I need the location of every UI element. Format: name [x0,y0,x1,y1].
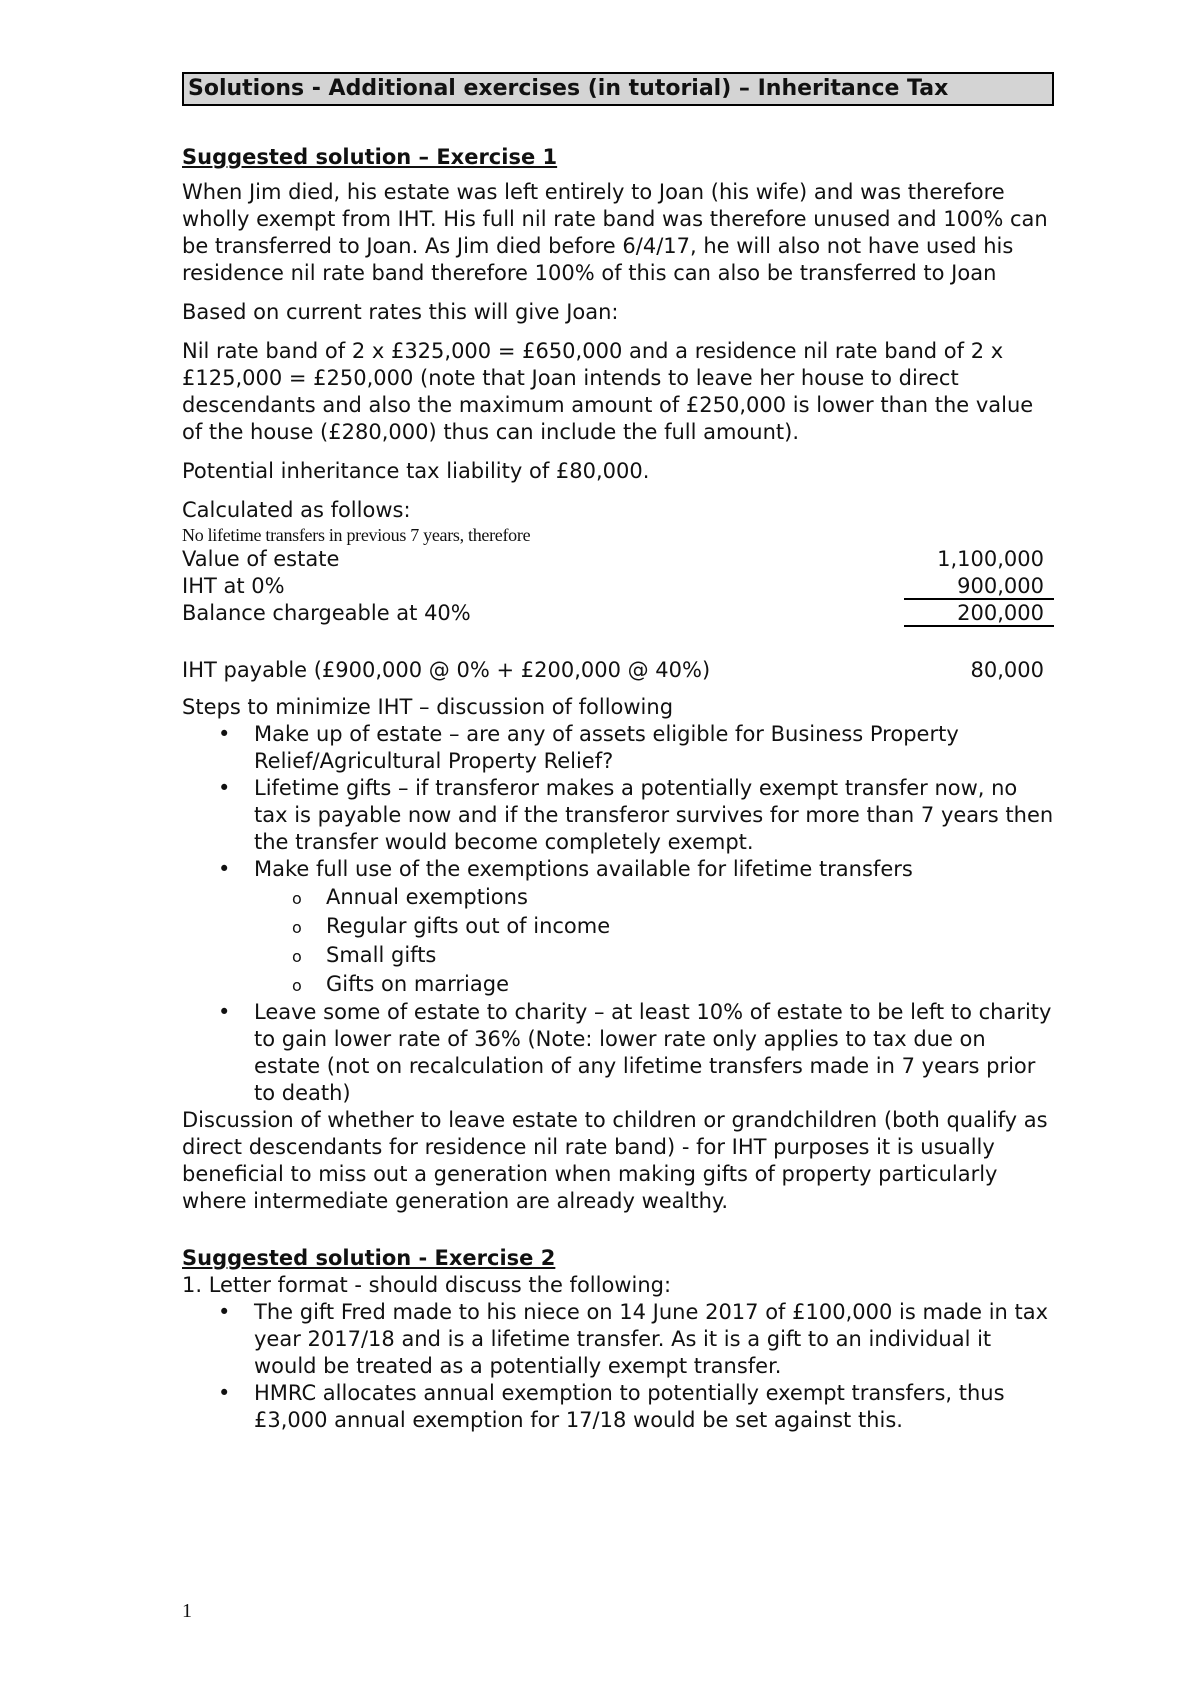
calc-row-iht-payable [182,657,1054,684]
calc-row-iht-at-0 [182,573,1054,600]
calc-label: IHT at 0% [182,574,285,598]
steps-intro: Steps to minimize IHT – discussion of following [182,695,674,719]
list-item: • The gift Fred made to his niece on 14 June 2017 of £100,000 is made in tax year 2017/18 and is a lifetime transfer. As it is a gift to an individual it would be treated as a potentially exempt transfer. [254,1299,1054,1380]
list-item: • Lifetime gifts – if transferor makes a potentially exempt transfer now, no tax is payable now and if the transferor survives for more than 7 years then the transfer would become completely exempt. [254,775,1054,856]
calc-row-balance-chargeable [182,600,1054,627]
calculation-intro: Calculated as follows: [182,498,411,522]
closing-paragraph: Discussion of whether to leave estate to children or grandchildren (both qualify as direct descendants for residence nil rate band) - for IHT purposes it is usually beneficial to miss out a generation when making gifts of property particularly where intermediate generation are already wealthy. [182,1108,1048,1213]
exercise-2-intro: 1. Letter format - should discuss the following: [182,1273,672,1297]
exercise-2-heading: Suggested solution - Exercise 2 [182,1246,556,1270]
exemptions-sublist [254,883,1054,999]
calc-label: Balance chargeable at 40% [182,601,471,625]
list-item-text: Make full use of the exemptions available for lifetime transfers [254,857,913,881]
list-item: • Make up of estate – are any of assets eligible for Business Property Relief/Agricultural Property Relief? [254,721,1054,775]
page-number: 1 [182,1600,192,1622]
calc-spacer [182,627,1054,657]
calc-label: Value of estate [182,547,340,571]
list-item: • HMRC allocates annual exemption to potentially exempt transfers, thus £3,000 annual exemption for 17/18 would be set against this. [254,1380,1054,1434]
calc-amount: 80,000 [970,658,1044,682]
sub-list-item: o Annual exemptions [326,883,1054,912]
exercise-1-paragraph-3: Nil rate band of 2 x £325,000 = £650,000 and a residence nil rate band of 2 x £125,000 = £250,000 (note that Joan intends to leave her house to direct descendants and also the maximum amount of £250,000 is lower than the value of the house (£280,000) thus can include the full amount). [182,339,1034,444]
exercise-1-paragraph-1: When Jim died, his estate was left entirely to Joan (his wife) and was therefore wholly exempt from IHT. His full nil rate band was therefore unused and 100% can be transferred to Joan. As Jim died before 6/4/17, he will also not have used his residence nil rate band therefore 100% of this can also be transferred to Joan [182,180,1048,285]
exercise-1-heading: Suggested solution – Exercise 1 [182,145,558,169]
steps-list [182,721,1054,1107]
sub-list-item: o Regular gifts out of income [326,912,1054,941]
calc-amount: 900,000 [904,573,1054,600]
sub-list-item: o Small gifts [326,941,1054,970]
list-item: • Leave some of estate to charity – at least 10% of estate to be left to charity to gain lower rate of 36% (Note: lower rate only applies to tax due on estate (not on recalculation of any lifetime transfers made in 7 years prior to death) [254,999,1054,1107]
calc-label: IHT payable (£900,000 @ 0% + £200,000 @ 40%) [182,658,711,682]
calc-amount: 1,100,000 [937,547,1044,571]
exercise-1-paragraph-4: Potential inheritance tax liability of £80,000. [182,459,650,483]
document-page [182,72,1054,1434]
calc-amount: 200,000 [904,600,1054,627]
list-item [254,856,1054,999]
calc-row-value-of-estate [182,546,1054,573]
iht-calculation-table [182,546,1054,684]
exercise-1-paragraph-2: Based on current rates this will give Joan: [182,300,619,324]
page-title: Solutions - Additional exercises (in tutorial) – Inheritance Tax [182,72,1054,106]
calculation-note: No lifetime transfers in previous 7 years, therefore [182,525,531,545]
sub-list-item: o Gifts on marriage [326,970,1054,999]
exercise-2-list [182,1299,1054,1434]
